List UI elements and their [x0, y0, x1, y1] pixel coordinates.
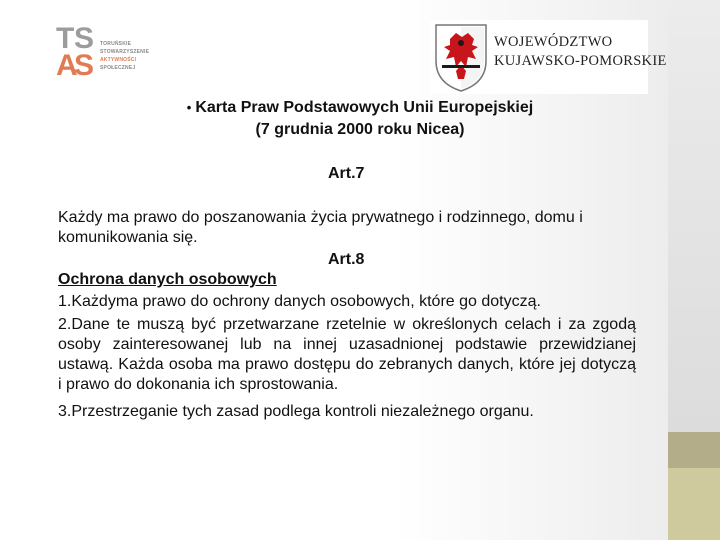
tsas-letter-a: A — [56, 49, 78, 82]
voivodeship-name-line1: WOJEWÓDZTWO — [494, 34, 613, 50]
document-title-line1 — [0, 98, 720, 118]
title-text: Karta Praw Podstawowych Unii Europejskiej — [195, 99, 534, 116]
tsas-letter-s: S — [74, 22, 95, 55]
decorative-sidebar — [668, 0, 720, 540]
document-title-line2: (7 grudnia 2000 roku Nicea) — [255, 121, 465, 138]
sidebar-accent-light — [668, 468, 720, 540]
article-7-text: Każdy ma prawo do poszanowania życia prywatnego i rodzinnego, domu i komunikowania się. — [58, 209, 583, 246]
voivodeship-name-line2: KUJAWSKO-POMORSKIE — [494, 53, 667, 69]
tsas-text-3: AKTYWNOŚCI — [100, 57, 137, 63]
voivodeship-logo — [430, 20, 667, 94]
tsas-letter-s2: S — [74, 49, 95, 82]
article-8-point-3: 3.Przestrzeganie tych zasad podlega kontroli niezależnego organu. — [58, 403, 534, 420]
bullet-icon: • — [186, 100, 192, 115]
tsas-logo — [56, 24, 156, 80]
sidebar-accent-dark — [668, 432, 720, 468]
article-7-heading: Art.7 — [328, 165, 365, 182]
article-8-subheading: Ochrona danych osobowych — [58, 271, 277, 288]
article-8-point-1: 1.Każdyma prawo do ochrony danych osobowych, które go dotyczą. — [58, 293, 541, 310]
tsas-letter-t: T — [56, 22, 75, 55]
article-8-point-2: 2.Dane te muszą być przetwarzane rzetelnie w określonych celach i za zgodą osoby zainteresowanej lub na innej uzasadnionej podstawie przewidzianej ustawą. Każda osoba ma prawo dostępu do zebranych danych, które jej dotyczą i prawo do dokonania ich sprostowania. — [58, 316, 636, 393]
tsas-text-4: SPOŁECZNEJ — [100, 65, 136, 71]
tsas-text-2: STOWARZYSZENIE — [100, 49, 150, 55]
coat-of-arms-icon — [432, 21, 490, 93]
article-8-heading: Art.8 — [328, 251, 365, 268]
sidebar-top-panel — [668, 0, 720, 432]
tsas-text-1: TORUŃSKIE — [100, 41, 132, 47]
